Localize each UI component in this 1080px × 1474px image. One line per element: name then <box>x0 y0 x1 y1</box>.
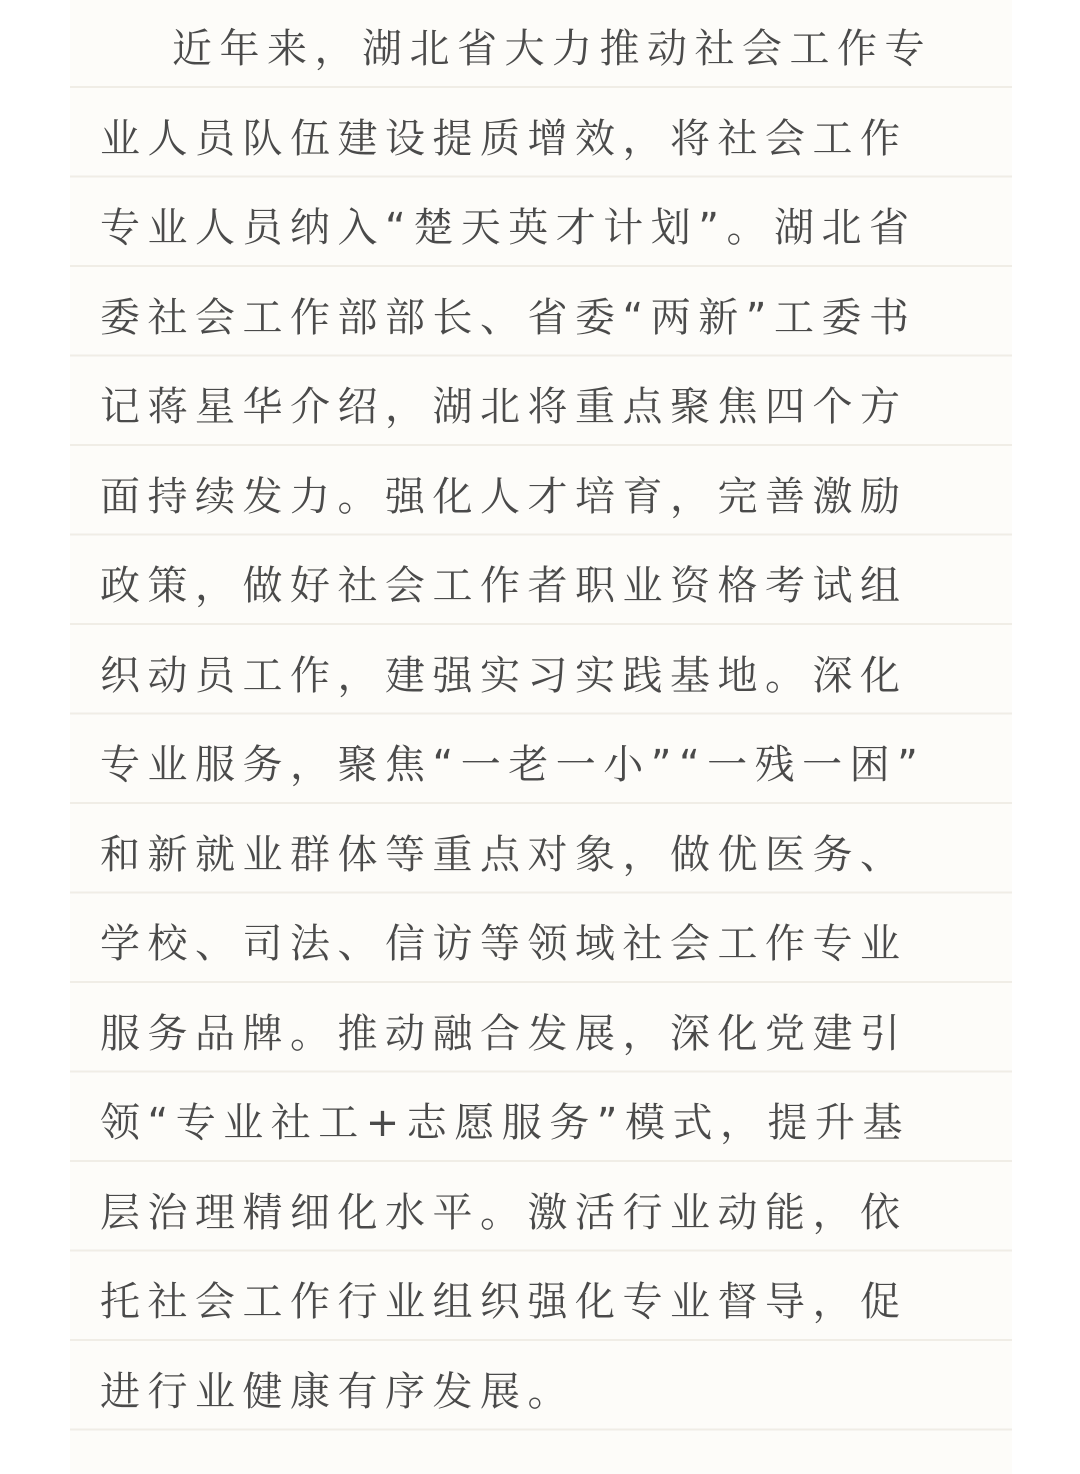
text-line: 专业服务，聚焦“一老一小”“一残一困” <box>100 742 926 788</box>
text-line: 专业人员纳入“楚天英才计划”。湖北省 <box>100 205 917 251</box>
text-line: 进行业健康有序发展。 <box>100 1368 575 1415</box>
text-line: 领“专业社工+志愿服务”模式，提升基 <box>100 1100 910 1146</box>
text-line: 服务品牌。推动融合发展，深化党建引 <box>100 1010 908 1057</box>
text-line: 近年来，湖北省大力推动社会工作专 <box>172 26 932 72</box>
text-line: 层治理精细化水平。激活行业动能，依 <box>100 1189 908 1236</box>
text-line: 业人员队伍建设提质增效，将社会工作 <box>100 115 908 162</box>
text-line: 政策，做好社会工作者职业资格考试组 <box>100 563 908 609</box>
text-line: 委社会工作部部长、省委“两新”工委书 <box>100 294 917 341</box>
text-line: 织动员工作，建强实习实践基地。深化 <box>100 652 908 699</box>
article-body <box>100 18 980 1450</box>
text-line: 和新就业群体等重点对象，做优医务、 <box>100 831 908 878</box>
text-line: 记蒋星华介绍，湖北将重点聚焦四个方 <box>100 384 908 430</box>
text-line: 面持续发力。强化人才培育，完善激励 <box>100 473 908 520</box>
text-line: 托社会工作行业组织强化专业督导，促 <box>100 1279 908 1325</box>
text-line: 学校、司法、信访等领域社会工作专业 <box>100 921 908 967</box>
